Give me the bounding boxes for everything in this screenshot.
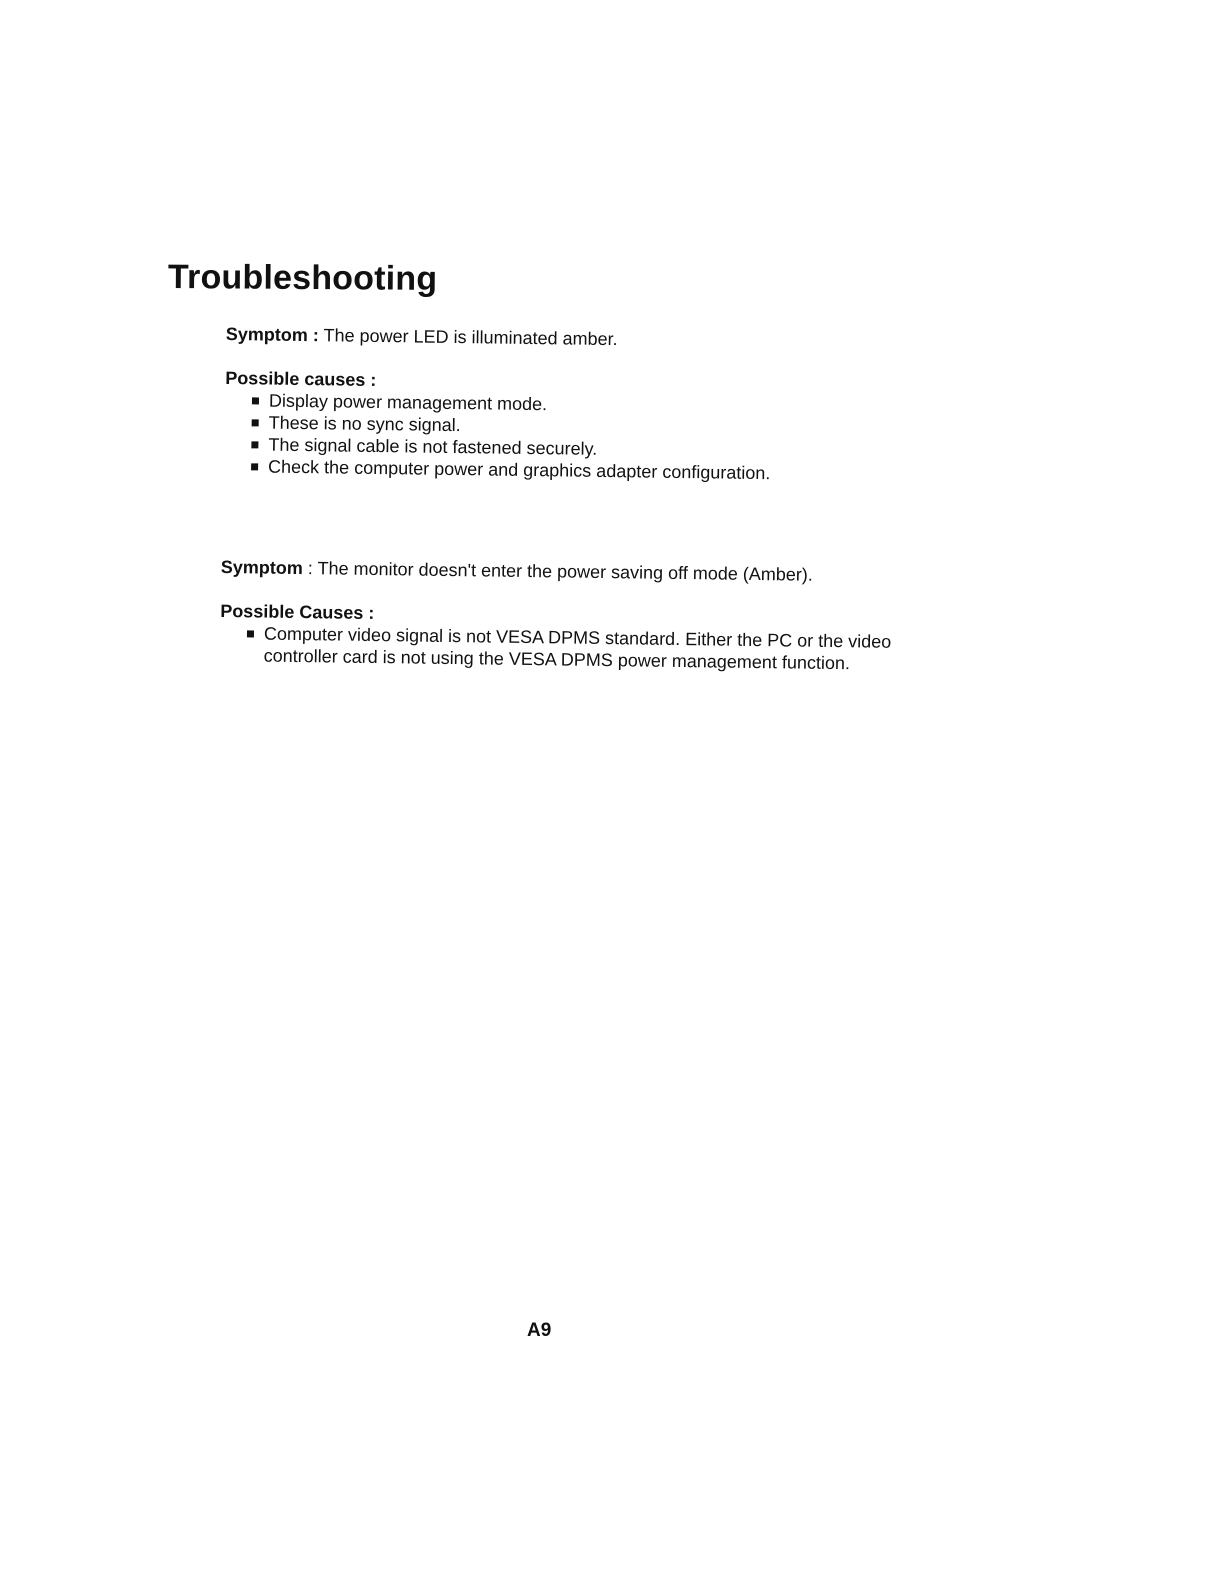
cause-text: The signal cable is not fastened securely.	[268, 434, 598, 459]
square-bullet-icon	[251, 463, 258, 470]
cause-text: Check the computer power and graphics adapter configuration.	[267, 456, 771, 484]
square-bullet-icon	[251, 441, 258, 448]
possible-causes-list	[224, 389, 925, 486]
square-bullet-icon	[252, 397, 259, 404]
symptom-text: : The monitor doesn't enter the power saving off mode (Amber).	[302, 558, 813, 585]
possible-causes-heading: Possible causes :	[225, 367, 377, 390]
cause-item	[247, 622, 948, 675]
square-bullet-icon	[252, 419, 259, 426]
page-number: A9	[527, 1320, 552, 1341]
symptom-section-amber-led	[224, 322, 926, 486]
page-title: Troubleshooting	[167, 258, 438, 298]
possible-causes-heading: Possible Causes :	[220, 600, 375, 624]
cause-text: Computer video signal is not VESA DPMS standard. Either the PC or the video controller card is not using the VESA DPMS power management function.	[263, 623, 892, 674]
cause-text: Display power management mode.	[268, 390, 548, 415]
symptom-line	[226, 322, 926, 355]
square-bullet-icon	[247, 630, 254, 637]
symptom-line	[221, 555, 961, 589]
possible-causes-list	[220, 622, 948, 676]
symptom-text: The power LED is illuminated amber.	[318, 325, 618, 350]
symptom-label: Symptom :	[225, 323, 319, 346]
symptom-label: Symptom	[220, 556, 303, 579]
cause-text: These is no sync signal.	[268, 412, 461, 436]
symptom-section-power-saving	[220, 555, 961, 676]
